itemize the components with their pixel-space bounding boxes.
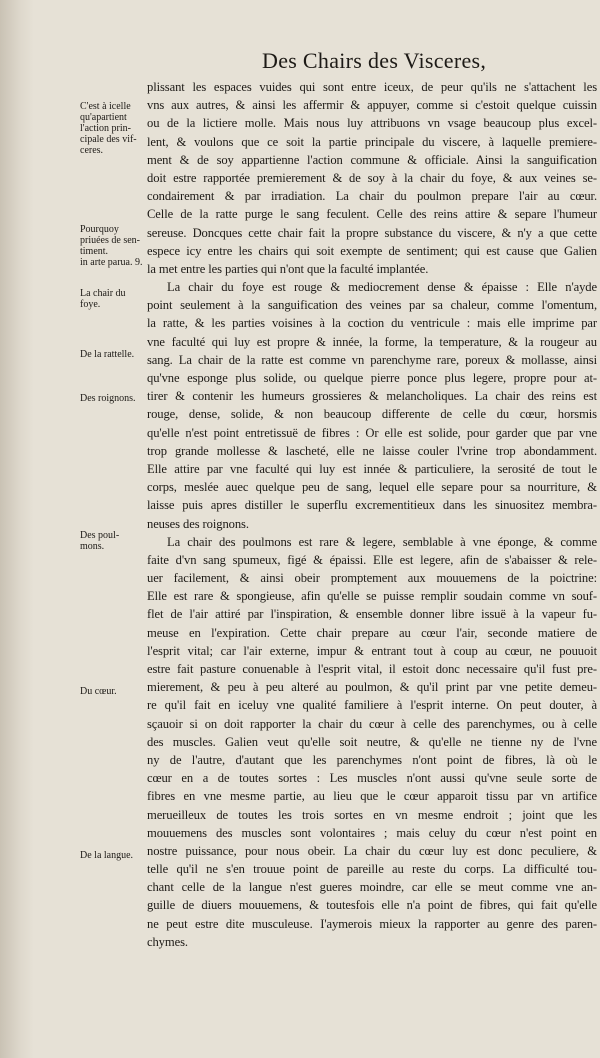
- text-line: ne peut estre dite musculeuse. I'aymerois mieux la rapporter au genre des paren-: [147, 916, 597, 931]
- text-line: trop grande mollesse & lascheté, elle ne laisse couler l'vrine trop abondamment.: [147, 443, 597, 458]
- text-line: espece icy entre les chairs qui soit exempte de sentiment; qui est cause que Galien: [147, 243, 597, 258]
- text-line: Celle de la ratte purge le sang feculent. Celle des reins attire & separe l'humeur: [147, 207, 597, 222]
- paragraph-poulmons: [147, 533, 597, 951]
- text-line: point seulement à la sanguification des veines par sa chaleur, comme l'omentum,: [147, 298, 597, 313]
- margin-note-rattelle: De la rattelle.: [80, 349, 135, 360]
- text-line: sereuse. Doncques cette chair fait la propre substance du viscere, & n'y a que cette: [147, 225, 597, 240]
- text-line: Elle est rare & spongieuse, afin qu'elle se puisse remplir soudain comme vn souf-: [147, 589, 597, 604]
- text-line: mierement, & peu à peu alteré au poulmon, & qu'il print par vne petite demeu-: [147, 680, 597, 695]
- text-line: vne faculté qui luy est propre & innée, la forme, la temperature, & la rougeur au: [147, 334, 597, 349]
- text-line: doit estre rapportée premierement & de soy à la chair du foye, & aux veines se-: [147, 170, 597, 185]
- text-line: ment & de soy appartienne l'action commune & officiale. Ainsi la sanguification: [147, 152, 597, 167]
- margin-note-roignons: Des roignons.: [80, 393, 136, 404]
- text-line: condairement & par irradiation. La chair du poulmon prepare l'air au cœur.: [147, 189, 597, 204]
- margin-note-sentiment: Pourquoy priuées de sen- timent. in arte parua. 9.: [80, 224, 143, 268]
- text-line: rouge, dense, solide, & non beaucoup differente de celle du cœur, horsmis: [147, 407, 597, 422]
- text-line: faite d'vn sang spumeux, figé & épaissi. Elle est legere, afin de s'abaisser & rele-: [147, 552, 597, 567]
- text-line: merueilleux de toutes les trois sortes en vn mesme endroit ; joint que les: [147, 807, 597, 822]
- text-line: Elle attire par vne faculté qui luy est innée & particuliere, la serosité de tout le: [147, 461, 597, 476]
- paragraph-foye: [147, 278, 597, 533]
- margin-note-foye: La chair du foye.: [80, 288, 126, 310]
- text-line: lent, & voulons que ce soit la partie principale du viscere, à laquelle premiere-: [147, 134, 597, 149]
- text-line: cœur en a de toutes sortes : Les muscles n'ont aussi qu'vne seule sorte de: [147, 771, 597, 786]
- text-line: La chair du foye est rouge & mediocrement dense & épaisse : Elle n'ayde: [167, 280, 597, 295]
- text-line: ou de la lictiere molle. Mais nous luy attribuons vn vsage beaucoup plus excel-: [147, 116, 597, 131]
- text-line: re qu'il fait en iceluy vne qualité familiere à l'esprit interne. On peut douter, à: [147, 698, 597, 713]
- page-fold-shadow: [0, 0, 34, 1058]
- text-line: tirer & contenir les humeurs grossieres & melancholiques. La chair des reins est: [147, 389, 597, 404]
- text-line: telle qu'il ne s'en trouue point de pareille au reste du corps. La difficulté tou-: [147, 862, 597, 877]
- text-line: nostre puissance, pour nous obeir. La chair du cœur luy est donc peculiere, &: [147, 843, 597, 858]
- running-header: Des Chairs des Visceres,: [262, 48, 487, 73]
- text-line: chant celle de la langue n'est gueres moindre, car elle se meut comme vne an-: [147, 880, 597, 895]
- margin-note-action: C'est à icelle qu'apartient l'action prin- cipale des vif- ceres.: [80, 101, 137, 156]
- text-line: la met entre les parties qui n'ont que la faculté implantée.: [147, 261, 429, 276]
- text-line: uer facilement, & ainsi obeir promptement aux mouuemens de la poictrine:: [147, 571, 597, 586]
- text-line: la ratte, & les parties voisines à la coction du ventricule : mais elle imprime par: [147, 316, 597, 331]
- text-line: l'esprit vital; car l'air externe, impur & entrant tout à coup au cœur, ne pouuoit: [147, 643, 597, 658]
- text-line: estre fait pasture conuenable à l'esprit vital, il estoit donc necessaire qu'il fust pre-: [147, 662, 597, 676]
- text-line: vns aux autres, & ainsi les affermir & appuyer, comme si c'estoit quelque cuissin: [147, 98, 597, 113]
- text-line: chymes.: [147, 934, 188, 949]
- margin-note-poulmons: Des poul- mons.: [80, 530, 120, 552]
- text-line: meuse en l'expiration. Cette chair prepare au cœur l'air, seconde matiere de: [147, 625, 597, 640]
- text-line: sçauoir si on doit rapporter la chair du cœur à celle des parenchymes, ou à celle: [147, 716, 597, 731]
- text-line: fibres en vne mesme partie, au lieu que le cœur apparoit tissu par vn artifice: [147, 789, 597, 804]
- body-text: [147, 78, 597, 951]
- text-line: mouuemens des muscles sont volontaires ; mais celuy du cœur n'est point en: [147, 825, 597, 840]
- text-line: flet de l'air attiré par l'inspiration, & ensemble donner libre issuë à la vapeur fu-: [147, 607, 597, 622]
- text-line: plissant les espaces vuides qui sont entre iceux, de peur qu'ils ne s'attachent les: [147, 80, 597, 94]
- text-line: des muscles. Galien veut qu'elle soit neutre, & qu'elle ne tienne ny de l'vne: [147, 734, 597, 749]
- text-line: ny de l'autre, d'autant que les parenchymes n'ont point de fibres, là où le: [147, 752, 597, 767]
- margin-note-coeur: Du cœur.: [80, 686, 117, 697]
- margin-note-langue: De la langue.: [80, 850, 134, 861]
- text-line: laisse puis apres distiller le superflu excrementitieux dans les sinuositez membra-: [147, 498, 597, 513]
- text-line: corps, meslée auec quelque peu de sang, lequel elle separe pour sa nourriture, &: [147, 480, 597, 495]
- text-line: qu'elle n'est point entretissuë de fibres : Or elle est solide, pour garder que par vne: [147, 425, 597, 440]
- text-line: sang. La chair de la ratte est comme vn parenchyme rare, poreux & mollasse, ainsi: [147, 352, 597, 367]
- text-line: neuses des roignons.: [147, 516, 249, 531]
- text-line: La chair des poulmons est rare & legere, semblable à vne éponge, & comme: [167, 534, 597, 549]
- text-line: guille de diuers mouuemens, & toutesfois elle n'a point de fibres, qui fait qu'elle: [147, 898, 597, 913]
- paragraph-visceres: [147, 78, 597, 278]
- text-line: qu'vne esponge plus solide, ou quelque pierre ponce plus legere, propre pour at-: [147, 371, 597, 385]
